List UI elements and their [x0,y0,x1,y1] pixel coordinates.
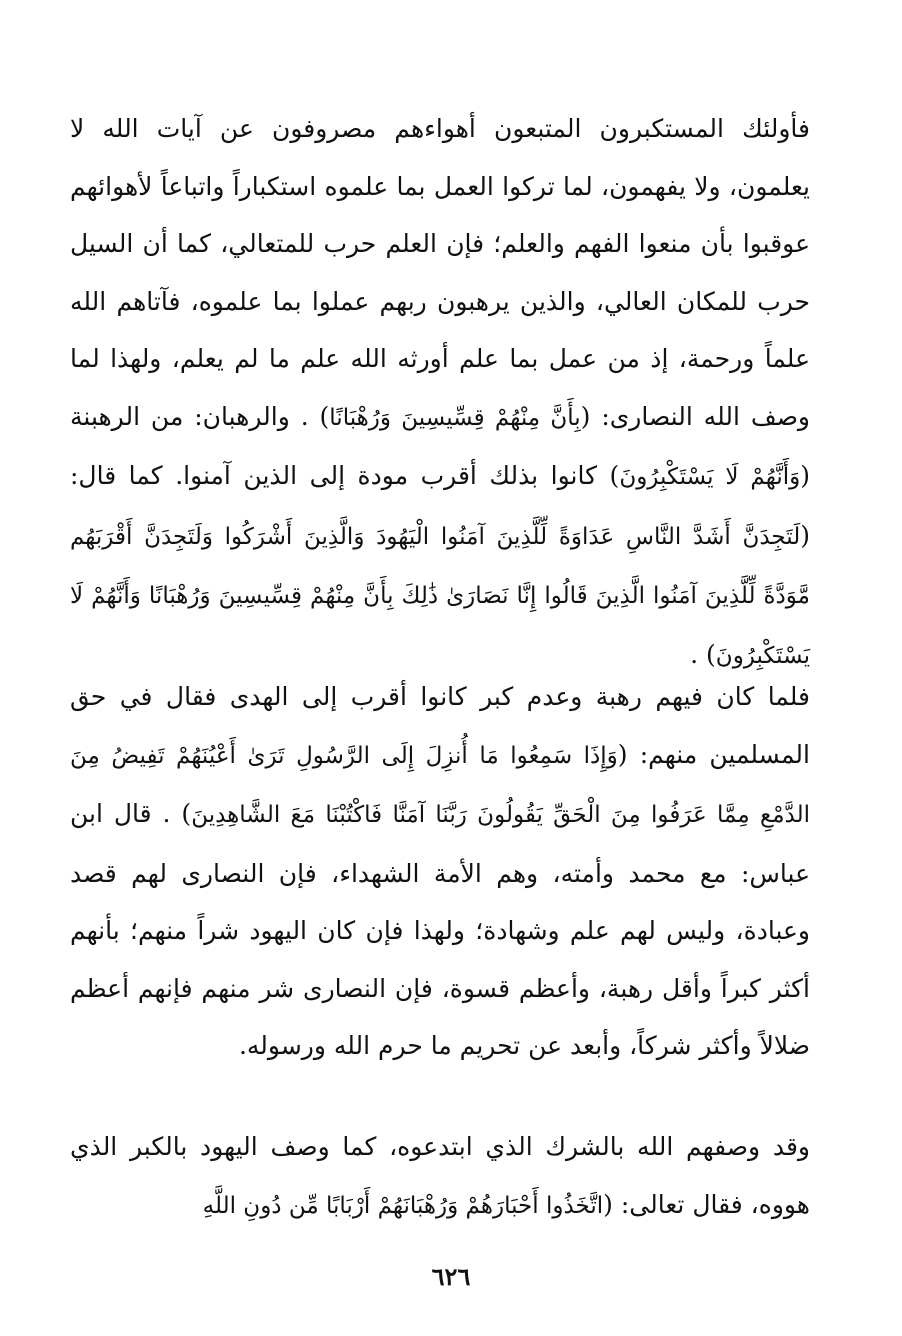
paragraph-3 [70,1118,810,1235]
paragraph-2-text-after: ) . قال ابن عباس: مع محمد وأمته، وهم الأمة الشهداء، فإن النصارى لهم قصد وعبادة، وليس لهم علم وشهادة؛ ولهذا فإن كان اليهود شراً منهم؛ بأنهم أكثر كبراً وأقل رهبة، وأعظم قسوة، فإن النصارى شر منهم فإنهم أعظم ضلالاً وأكثر شركاً، وأبعد عن تحريم ما حرم الله ورسوله. [70,799,810,1060]
quran-verse-4: وَإِذَا سَمِعُوا مَا أُنزِلَ إِلَى الرَّسُولِ تَرَىٰ أَعْيُنَهُمْ تَفِيضُ مِنَ الدَّمْعِ مِمَّا عَرَفُوا مِنَ الْحَقِّ يَقُولُونَ رَبَّنَا آمَنَّا فَاكْتُبْنَا مَعَ الشَّاهِدِينَ [70,742,810,828]
paragraph-2 [70,668,810,1075]
paragraph-1-text-before: فأولئك المستكبرون المتبعون أهواءهم مصروفون عن آيات الله لا يعلمون، ولا يفهمون، لما تركوا العمل بما علموه استكباراً واتباعاً لأهوائهم عوقبوا بأن منعوا الفهم والعلم؛ فإن العلم حرب للمتعالي، كما أن السيل حرب للمكان العالي، والذين يرهبون ربهم عملوا بما علموه، فآتاهم الله علماً ورحمة، إذ من عمل بما علم أورثه الله علم ما لم يعلم، ولهذا لما وصف الله النصارى: ( [70,114,811,431]
quran-verse-3: لَتَجِدَنَّ أَشَدَّ النَّاسِ عَدَاوَةً لِّلَّذِينَ آمَنُوا الْيَهُودَ وَالَّذِينَ أَشْرَكُوا وَلَتَجِدَنَّ أَقْرَبَهُم مَّوَدَّةً لِّلَّذِينَ آمَنُوا الَّذِينَ قَالُوا إِنَّا نَصَارَىٰ ذَٰلِكَ بِأَنَّ مِنْهُمْ قِسِّيسِينَ وَرُهْبَانًا وَأَنَّهُمْ لَا يَسْتَكْبِرُونَ [70,523,810,669]
paragraph-1-text-mid-2: ) كانوا بذلك أقرب مودة إلى الذين آمنوا. كما قال: ( [70,461,810,550]
paragraph-1-text-mid-1: ) . والرهبان: من الرهبنة ( [70,401,810,490]
paragraph-1 [70,100,810,685]
paragraph-2-text-before: فلما كان فيهم رهبة وعدم كبر كانوا أقرب إلى الهدى فقال في حق المسلمين منهم: ( [70,682,810,769]
paragraph-3-text-before: وقد وصفهم الله بالشرك الذي ابتدعوه، كما وصف اليهود بالكبر الذي هووه، فقال تعالى: ( [70,1132,810,1219]
quran-verse-5: اتَّخَذُوا أَحْبَارَهُمْ وَرُهْبَانَهُمْ أَرْبَابًا مِّن دُونِ اللَّهِ [202,1192,604,1219]
quran-verse-1: بِأَنَّ مِنْهُمْ قِسِّيسِينَ وَرُهْبَانًا [329,404,581,431]
quran-verse-2: وَأَنَّهُمْ لَا يَسْتَكْبِرُونَ [619,464,801,490]
paragraph-1-text-after: ) . [690,639,716,669]
page-number: ٦٢٦ [431,1262,471,1291]
